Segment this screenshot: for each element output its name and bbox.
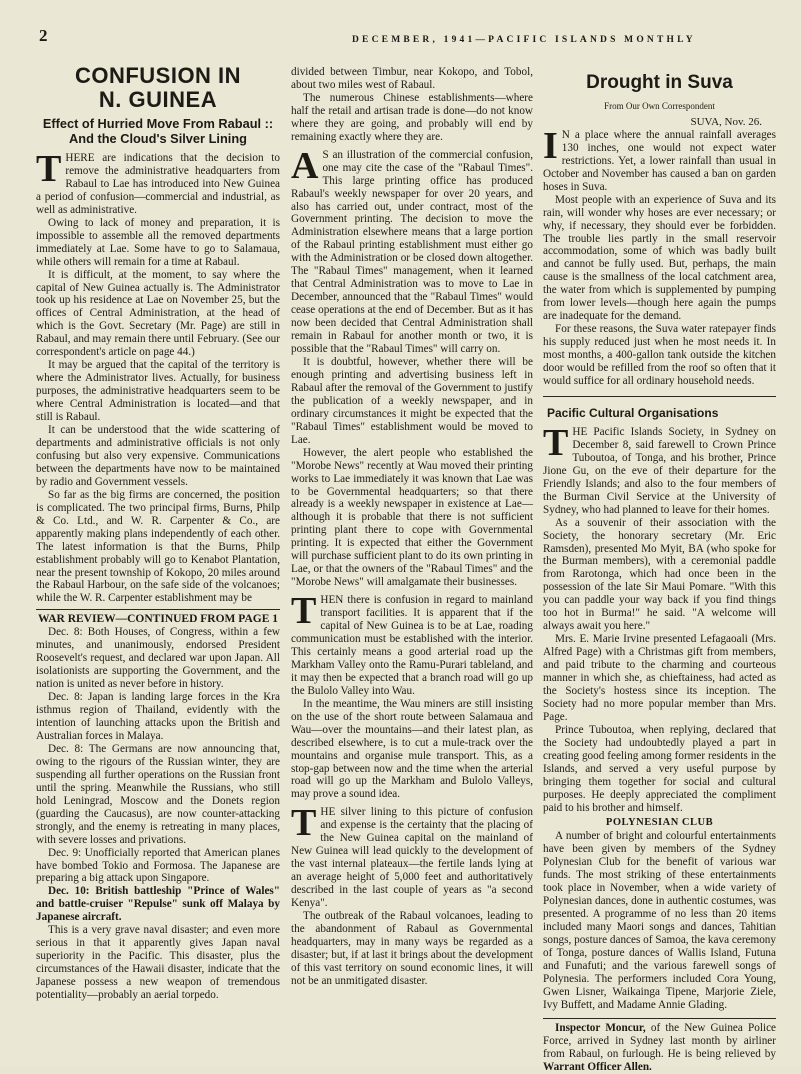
confusion-continued-paragraph: THEN there is confusion in regard to mainland transport facilities. It is apparent that if the capital of New Guinea is to be at Lae, roading communication must be established with the interior. This certainly means a good arterial road up the Markham Valley onto the Ramu-Purari tableland, and it may then be expected that a branch road will go up the Bulolo Valley into Wau. [291,590,533,697]
confusion-subtitle: Effect of Hurried Move From Rabaul :: And the Cloud's Silver Lining [42,116,274,146]
moncur-relief: Warrant Officer Allen. [543,1060,652,1073]
cultural-paragraph: Mrs. E. Marie Irvine presented Lefagaoali (Mrs. Alfred Page) with a Christmas gift from members, and paid tribute to the charming and courteous manner in which she, as chieftainess, had acted as the Society's hostess since its inception. The Society had no more popular member than Mrs. Page. [543,633,776,723]
drought-headline: Drought in Suva [586,72,733,93]
war-review-paragraph: Dec. 9: Unofficially reported that American planes have bombed Tokio and Formosa. The Japanese are preparing a big attack upon Singapore. [36,846,280,885]
drop-cap: T [543,421,569,464]
drop-cap: T [36,148,62,190]
war-review-paragraph: Dec. 8: Both Houses, of Congress, within a few minutes, and unanimously, endorsed President Roosevelt's request, and declared war upon Japan. All isolationists are supporting the Government, and the nation is united as never before in history. [36,626,280,691]
confusion-title-line1: CONFUSION IN [74,63,242,88]
drop-cap: A [291,144,319,187]
section-divider [543,396,776,397]
column-right [543,66,776,1074]
confusion-paragraph: Owing to lack of money and preparation, it is impossible to assemble all the removed departments immediately at Lae. Some have to go to Salamaua, while others will remain for a time at Rabaul. [36,216,280,268]
running-head: DECEMBER, 1941—PACIFIC ISLANDS MONTHLY [352,35,696,45]
confusion-continued-paragraph: The outbreak of the Rabaul volcanoes, leading to the abandonment of Rabaul as Governmental headquarters, may in many ways be regarded as a disaster; but, if at last it brings about the development of this vast territory on sound economic lines, it will not be an unmitigated disaster. [291,910,533,987]
section-divider [36,609,280,610]
drought-paragraph: For these reasons, the Suva water ratepayer finds his supply reduced just when he most needs it. In most months, a 400-gallon tank outside the kitchen door would be refilled from the roof so often that it would suffice for all ordinary household needs. [543,323,776,388]
war-review-paragraph: Dec. 8: The Germans are now announcing that, owing to the rigours of the Russian winter, they are suspending all further operations on the Russian front until the spring. Meanwhile the Russians, who still hold Leningrad, Moscow and the Donets region (guarding the Caucasus), are now counter-attacking strongly, and the enemy is retreating in many places, with severe losses and privations. [36,742,280,846]
confusion-continued-paragraph: In the meantime, the Wau miners are still insisting on the use of the short route between Salamaua and Wau—over the mountains—and their latest plan, as described elsewhere, is to cut a mule-track over the mountains and organise mule transport. This, as a stop-gap between now and the time when the arterial road will go up the Markham and Bulolo Valleys, may prove a sound idea. [291,697,533,801]
cultural-paragraph: THE Pacific Islands Society, in Sydney on December 8, said farewell to Crown Prince Tuboutoa, of Tonga, and his brother, Prince Jione Gu, on the eve of their departure for the Friendly Islands; and also to the four members of the Burman Civil Service at the University of Sydney, who had planned to leave for their homes. [543,421,776,516]
drop-cap: T [291,802,317,845]
drought-paragraph: I N a place where the annual rainfall averages 130 inches, one would not expect water restrictions. Yet, a lower rainfall than usual in October and November has caused a ban on garden hoses in Suva. [543,124,776,193]
war-review-bold-paragraph: Dec. 10: British battleship "Prince of Wales" and battle-cruiser "Repulse" sunk off Malaya by Japanese aircraft. [36,885,280,924]
drought-dateline: SUVA, Nov. 26. [690,115,762,128]
confusion-headline [36,64,280,112]
war-review-heading: WAR REVIEW—CONTINUED FROM PAGE 1 [37,613,279,626]
confusion-paragraph: It is difficult, at the moment, to say where the capital of New Guinea actually is. The Administrator took up his residence at Lae on November 25, but the offices of Central Administration, at the head of which is the Govt. Secretary (Mr. Page) are still in Rabaul, and may remain there until February. (See our correspondent's article on page 44.) [36,268,280,359]
drop-cap: T [291,590,317,633]
moncur-text: of the New Guinea Police Force, arrived in Sydney last month by airliner from Rabaul, on furlough. He is being relieved by [543,1021,777,1060]
drop-cap: I [543,124,558,167]
confusion-continued-paragraph: However, the alert people who established the "Morobe News" recently at Wau moved their printing works to Lae immediately it was known that Lae was to be Governmental headquarters; so that there already is a weekly newspaper in existence at Lae—although it is probable that there is not sufficient printing plant there to cope with Governmental printing. It is expected that either the Government will purchase sufficient plant to do its own printing in Lae, or that the owners of the "Rabaul Times" and the "Morobe News" will amalgamate their businesses. [291,446,533,589]
column-left [36,64,280,1002]
section-divider [543,1018,776,1019]
cultural-paragraph: As a souvenir of their association with the Society, the honorary secretary (Mr. Eric Ramsden), presented Mo Myit, BA (who spoke for the Burman members), with a ceremonial paddle from Rarotonga, which had once been in the possession of the late Sir Maui Pomare. "With this you can paddle your way back if you find things too hot in Burma!" he said. "A welcome will always await you here." [543,516,776,633]
moncur-note [543,1022,776,1074]
cultural-headline: Pacific Cultural Organisations [547,405,719,420]
war-review-paragraph: This is a very grave naval disaster; and even more serious in that it apparently gives Japan naval superiority in the Pacific. This disaster, plus the circumstances of the Hawaii disaster, indicate that the Japanese possess a new weapon of tremendous potentiality—probably an aerial torpedo. [36,924,280,1002]
confusion-continued-paragraph: THE silver lining to this picture of confusion and expense is the certainty that the placing of the New Guinea capital on the mainland of New Guinea will lead quickly to the development of the vast internal plateaux—the fertile lands lying at an average height of 5,000 feet and authoritatively described in the last couple of years as "a second Kenya". [291,802,533,910]
confusion-continued-paragraph: A S an illustration of the commercial confusion, one may cite the case of the "Rabaul Times". This large printing office has produced Rabaul's weekly newspaper for over 20 years, and also has carried out, under contract, most of the Government printing. The decision to move the Administration elsewhere means that a large portion of the Rabaul printing establishment must either go with the Administration or be closed down altogether. The "Rabaul Times" management, when it learned that Central Administration was to move to Lae in December, announced that the "Rabaul Times" would cease operations at the end of December. But as it has now been decided that Central Administration shall remain in Rabaul for another month or two, it is possible that the "Rabaul Times" will carry on. [291,144,533,356]
confusion-continued-paragraph: The numerous Chinese establishments—where half the retail and artisan trade is done—do not know where they are going, and probably will end by remaining exactly where they are. [291,91,533,143]
confusion-continued-paragraph: It is doubtful, however, whether there will be enough printing and advertising business left in Rabaul after the removal of the Government to justify the publication of a weekly newspaper, and in ordinary circumstances it might be expected that the "Rabaul Times" establishment would be moved to Lae. [291,355,533,446]
column-middle [291,66,533,988]
confusion-paragraph: It can be understood that the wide scattering of departments and administrative officials is not only confusing but also very expensive. Communications between the departments have now to be maintained by radio and Government vessels. [36,424,280,488]
cultural-paragraph: Prince Tuboutoa, when replying, declared that the Society had undoubtedly played a part in creating good feeling among former residents in the Islands, and served a very useful purpose by bringing them together for social and cultural purposes. He deeply appreciated the compliment paid to his brother and himself. [543,723,776,814]
confusion-paragraph: It may be argued that the capital of the territory is where the Administrator lives. Actually, for business purposes, the administrative headquarters seem to be where Central Administration is located—and that still is Rabaul. [36,359,280,424]
page-number: 2 [39,26,48,45]
confusion-paragraph: THERE are indications that the decision to remove the administrative headquarters from Rabaul to Lae has introduced into New Guinea a period of confusion—commercial and industrial, as well as administrative. [36,148,280,216]
confusion-title-line2: N. GUINEA [98,87,218,112]
drought-correspondent: From Our Own Correspondent [604,101,715,111]
cultural-paragraph: A number of bright and colourful entertainments have been given by members of the Sydney Polynesian Club for the benefit of various war funds. The most striking of these entertainments took place in November, when a wide variety of Polynesian dances, done in authentic costumes, was presented. A programme of no less than 20 items included many Maori songs and dances, Tahitian songs, posture dances of Samoa, the kava ceremony of Tonga, posture dances of Wallis Island, Futuna and Funafuti; and the various farewell songs of Polynesia. The performers included Cora Young, Gwen Lisner, Waikainga Tipene, Marjorie Ziele, Ivy Buffett, and Madame Annie Glading. [543,830,776,1011]
drought-paragraph: Most people with an experience of Suva and its rain, will wonder why hoses are ever necessary; or why, if necessary, they should ever be forbidden. The trouble lies partly in the small reservoir accommodation, some of which was badly built and cannot be fully used. But, perhaps, the main cause is the smallness of the local catchment area, the water from which is supplemented by pumping from lower levels—though here again the pumps are inadequate for the demand. [543,193,776,323]
moncur-name: Inspector Moncur, [555,1021,646,1034]
war-review-paragraph: Dec. 8: Japan is landing large forces in the Kra isthmus region of Thailand, evidently with the intention of launching attacks upon the British and Australian forces in Malaya. [36,691,280,742]
polynesian-club-heading: POLYNESIAN CLUB [605,816,714,828]
confusion-paragraph: So far as the big firms are concerned, the position is complicated. The two principal firms, Burns, Philp & Co. Ltd., and W. R. Carpenter & Co., are apparently making plans independently of each other. The latest information is that the Burns, Philp establishment probably will go to Kenabot Plantation, near the present township of Kokopo, 20 miles around the Rabaul Harbour, on the safe side of the volcanoes; while the W. R. Carpenter establishment may be [36,488,280,605]
confusion-continued-paragraph: divided between Timbur, near Kokopo, and Tobol, about two miles west of Rabaul. [291,66,533,91]
